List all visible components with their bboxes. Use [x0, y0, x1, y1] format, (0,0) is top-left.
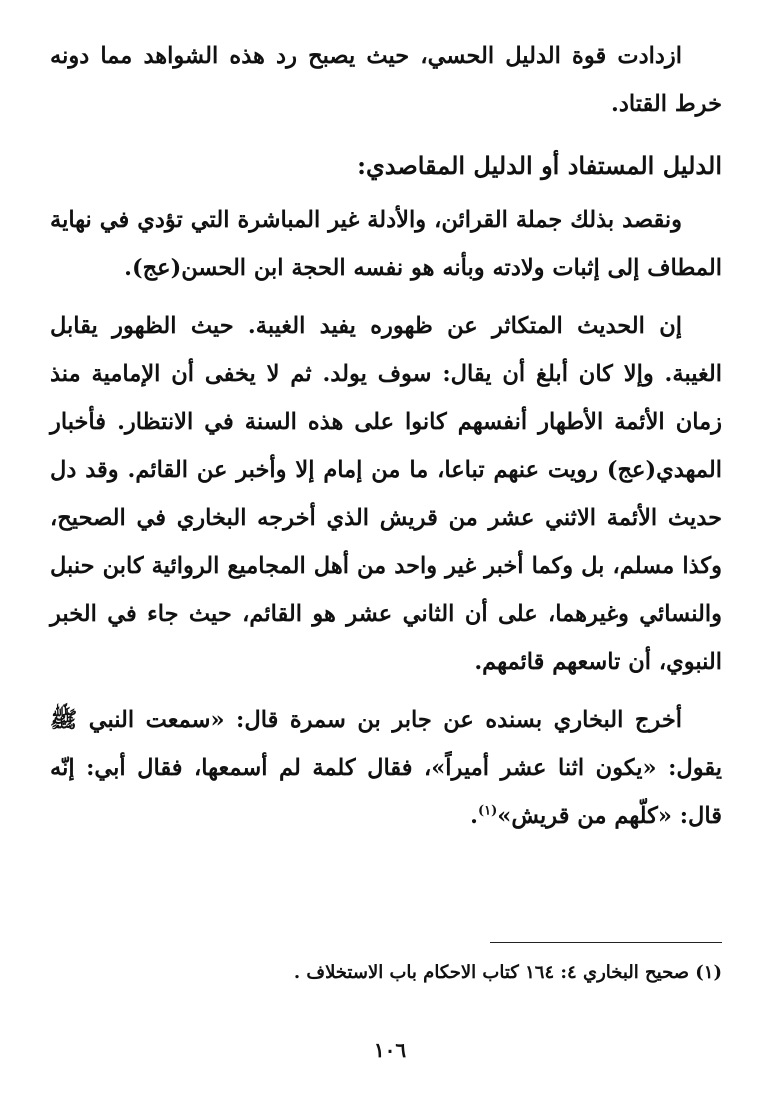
hadith-text: أخرج البخاري بسنده عن جابر بن سمرة قال: «سمعت النبي ﷺ يقول: «يكون اثنا عشر أميراً»، فقال كلمة لم أسمعها، فقال أبي: إنّه قال: «كلّهم من قريش»: [50, 707, 722, 829]
footnote-text: (١) صحيح البخاري ٤: ١٦٤ كتاب الاحكام باب الاستخلاف .: [293, 962, 722, 983]
paragraph-hadith: [50, 696, 722, 840]
footnote-reference: (١): [478, 803, 498, 819]
paragraph-definition: ونقصد بذلك جملة القرائن، والأدلة غير المباشرة التي تؤدي في نهاية المطاف إلى إثبات ولادته وبأنه هو نفسه الحجة ابن الحسن(عج).: [50, 207, 722, 281]
continuation-paragraph: ازدادت قوة الدليل الحسي، حيث يصبح رد هذه الشواهد مما دونه خرط القتاد.: [50, 43, 722, 117]
hadith-end-mark: .: [470, 803, 478, 829]
section-heading: الدليل المستفاد أو الدليل المقاصدي:: [357, 151, 722, 180]
page-body: [50, 32, 722, 840]
footnote-divider: [490, 942, 722, 943]
page-number: ١٠٦: [373, 1038, 407, 1062]
paragraph-argument: إن الحديث المتكاثر عن ظهوره يفيد الغيبة. حيث الظهور يقابل الغيبة. وإلا كان أبلغ أن يقال: سوف يولد. ثم لا يخفى أن الإمامية منذ زمان الأئمة الأطهار أنفسهم كانوا على هذه السنة في الانتظار. فأخبار المهدي(عج) رويت عنهم تباعا، ما من إمام إلا وأخبر عن القائم. وقد دل حديث الأئمة الاثني عشر من قريش الذي أخرجه البخاري في الصحيح، وكذا مسلم، بل وكما أخبر غير واحد من أهل المجاميع الروائية كابن حنبل والنسائي وغيرهما، على أن الثاني عشر هو القائم، حيث جاء في الخبر النبوي، أن تاسعهم قائمهم.: [50, 313, 722, 675]
